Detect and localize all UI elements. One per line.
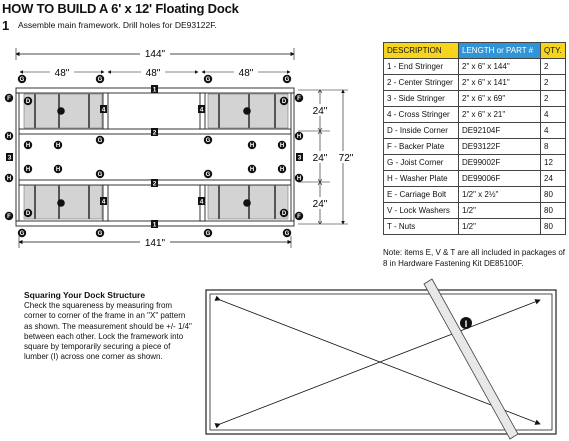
callout-joist-corner: G (97, 138, 103, 145)
callout-washer-plate: H (6, 176, 12, 183)
cell-description: D - Inside Corner (384, 123, 459, 139)
cell-qty: 80 (541, 187, 566, 203)
cell-part: 1/2" (459, 219, 541, 235)
callout-backer-plate: F (297, 96, 301, 103)
callout-washer-plate: H (55, 143, 61, 150)
callout-washer-plate: H (279, 167, 285, 174)
callout-washer-plate: H (6, 134, 12, 141)
dim-right-top: 24" (312, 106, 328, 117)
callout-joist-corner: G (205, 138, 211, 145)
cell-qty: 8 (541, 139, 566, 155)
dim-right-total: 72" (338, 153, 354, 164)
cell-description: 2 - Center Stringer (384, 75, 459, 91)
callout-cross-stringer: 4 (199, 106, 204, 114)
cell-description: E - Carriage Bolt (384, 187, 459, 203)
page-title: HOW TO BUILD A 6' x 12' Floating Dock (2, 1, 239, 16)
callout-washer-plate: H (25, 143, 31, 150)
cell-description: 4 - Cross Stringer (384, 107, 459, 123)
callout-side-stringer: 3 (297, 154, 302, 162)
callout-joist-corner: G (284, 77, 290, 84)
step-number: 1 (2, 18, 10, 33)
table-row (384, 59, 566, 75)
cell-qty: 4 (541, 123, 566, 139)
callout-washer-plate: H (296, 134, 302, 141)
dim-right-bottom: 24" (312, 199, 328, 210)
cell-qty: 2 (541, 75, 566, 91)
header-description: DESCRIPTION (384, 43, 459, 59)
callout-joist-corner: G (97, 231, 103, 238)
callout-joist-corner: G (205, 231, 211, 238)
table-row (384, 107, 566, 123)
callout-center-stringer: 2 (152, 129, 157, 137)
cell-qty: 80 (541, 203, 566, 219)
cell-part: 2" x 6" x 69" (459, 91, 541, 107)
dim-top-total: 144" (144, 49, 166, 60)
cell-part: DE93122F (459, 139, 541, 155)
cell-qty: 2 (541, 91, 566, 107)
callout-joist-corner: G (205, 172, 211, 179)
cell-part: 2" x 6" x 21" (459, 107, 541, 123)
table-row (384, 139, 566, 155)
callout-washer-plate: H (249, 143, 255, 150)
callout-end-stringer: 1 (152, 221, 157, 229)
callout-center-stringer: 2 (152, 180, 157, 188)
dim-segment-3: 48" (238, 68, 254, 79)
dim-right-middle: 24" (312, 153, 328, 164)
dim-bottom-total: 141" (144, 238, 166, 249)
cell-part: 2" x 6" x 141" (459, 75, 541, 91)
cell-description: G - Joist Corner (384, 155, 459, 171)
table-row (384, 75, 566, 91)
cell-description: H - Washer Plate (384, 171, 459, 187)
side-stringer-left (16, 93, 19, 221)
cell-qty: 2 (541, 59, 566, 75)
cell-description: V - Lock Washers (384, 203, 459, 219)
callout-washer-plate: H (25, 167, 31, 174)
callout-inside-corner: D (281, 99, 287, 106)
callout-joist-corner: G (97, 172, 103, 179)
cell-description: F - Backer Plate (384, 139, 459, 155)
callout-joist-corner: G (19, 77, 25, 84)
table-row (384, 203, 566, 219)
callout-washer-plate: H (279, 143, 285, 150)
table-row (384, 219, 566, 235)
cell-part: DE92104F (459, 123, 541, 139)
callout-cross-stringer: 4 (101, 106, 106, 114)
callout-washer-plate: H (55, 167, 61, 174)
callout-inside-corner: D (25, 99, 31, 106)
dim-segment-1: 48" (54, 68, 70, 79)
callout-washer-plate: H (249, 167, 255, 174)
dimension-144 (16, 46, 294, 60)
dimension-141 (19, 235, 291, 249)
callout-cross-stringer: 4 (199, 198, 204, 206)
table-row (384, 155, 566, 171)
cell-qty: 80 (541, 219, 566, 235)
cell-part: DE99006F (459, 171, 541, 187)
callout-inside-corner: D (25, 211, 31, 218)
squaring-text: Check the squareness by measuring from corner to corner of the frame in an "X" pattern as shown. The measurement should be +/- 1/4" between each other. Lock the framework into square by temporarily securing a piece of lumber (I) across one corner as shown. (24, 301, 192, 362)
parts-table-header (384, 43, 566, 59)
callout-backer-plate: F (7, 96, 11, 103)
dimension-segments (20, 66, 290, 79)
callout-inside-corner: D (281, 211, 287, 218)
cell-description: 3 - Side Stringer (384, 91, 459, 107)
callout-side-stringer: 3 (7, 154, 12, 162)
callout-backer-plate: F (297, 214, 301, 221)
header-qty: QTY. (541, 43, 566, 59)
cell-description: T - Nuts (384, 219, 459, 235)
squaring-title: Squaring Your Dock Structure (24, 290, 146, 300)
dim-segment-2: 48" (145, 68, 161, 79)
hardware-note: Note: items E, V & T are all included in packages of 8 in Hardware Fastening Kit DE85100F. (383, 248, 566, 268)
header-length-part: LENGTH or PART # (459, 43, 541, 59)
dimension-right (298, 90, 358, 224)
step-instruction: Assemble main framework. Drill holes for DE93122F. (18, 20, 217, 30)
table-row (384, 187, 566, 203)
cell-qty: 4 (541, 107, 566, 123)
callout-joist-corner: G (97, 77, 103, 84)
callout-end-stringer: 1 (152, 86, 157, 94)
cell-part: 1/2" x 2½" (459, 187, 541, 203)
callout-cross-stringer: 4 (101, 198, 106, 206)
table-row (384, 91, 566, 107)
callout-washer-plate: H (296, 176, 302, 183)
framework-diagram (0, 32, 370, 257)
side-stringer-right (291, 93, 294, 221)
cell-part: 2" x 6" x 144" (459, 59, 541, 75)
squaring-diagram (196, 278, 567, 440)
cell-qty: 12 (541, 155, 566, 171)
cell-description: 1 - End Stringer (384, 59, 459, 75)
callout-joist-corner: G (284, 231, 290, 238)
callout-backer-plate: F (7, 214, 11, 221)
table-row (384, 123, 566, 139)
cell-qty: 24 (541, 171, 566, 187)
callout-joist-corner: G (19, 231, 25, 238)
lumber-callout-label: I (464, 319, 468, 329)
callout-joist-corner: G (205, 77, 211, 84)
table-row (384, 171, 566, 187)
parts-table (383, 42, 566, 235)
cell-part: 1/2" (459, 203, 541, 219)
cell-part: DE99002F (459, 155, 541, 171)
